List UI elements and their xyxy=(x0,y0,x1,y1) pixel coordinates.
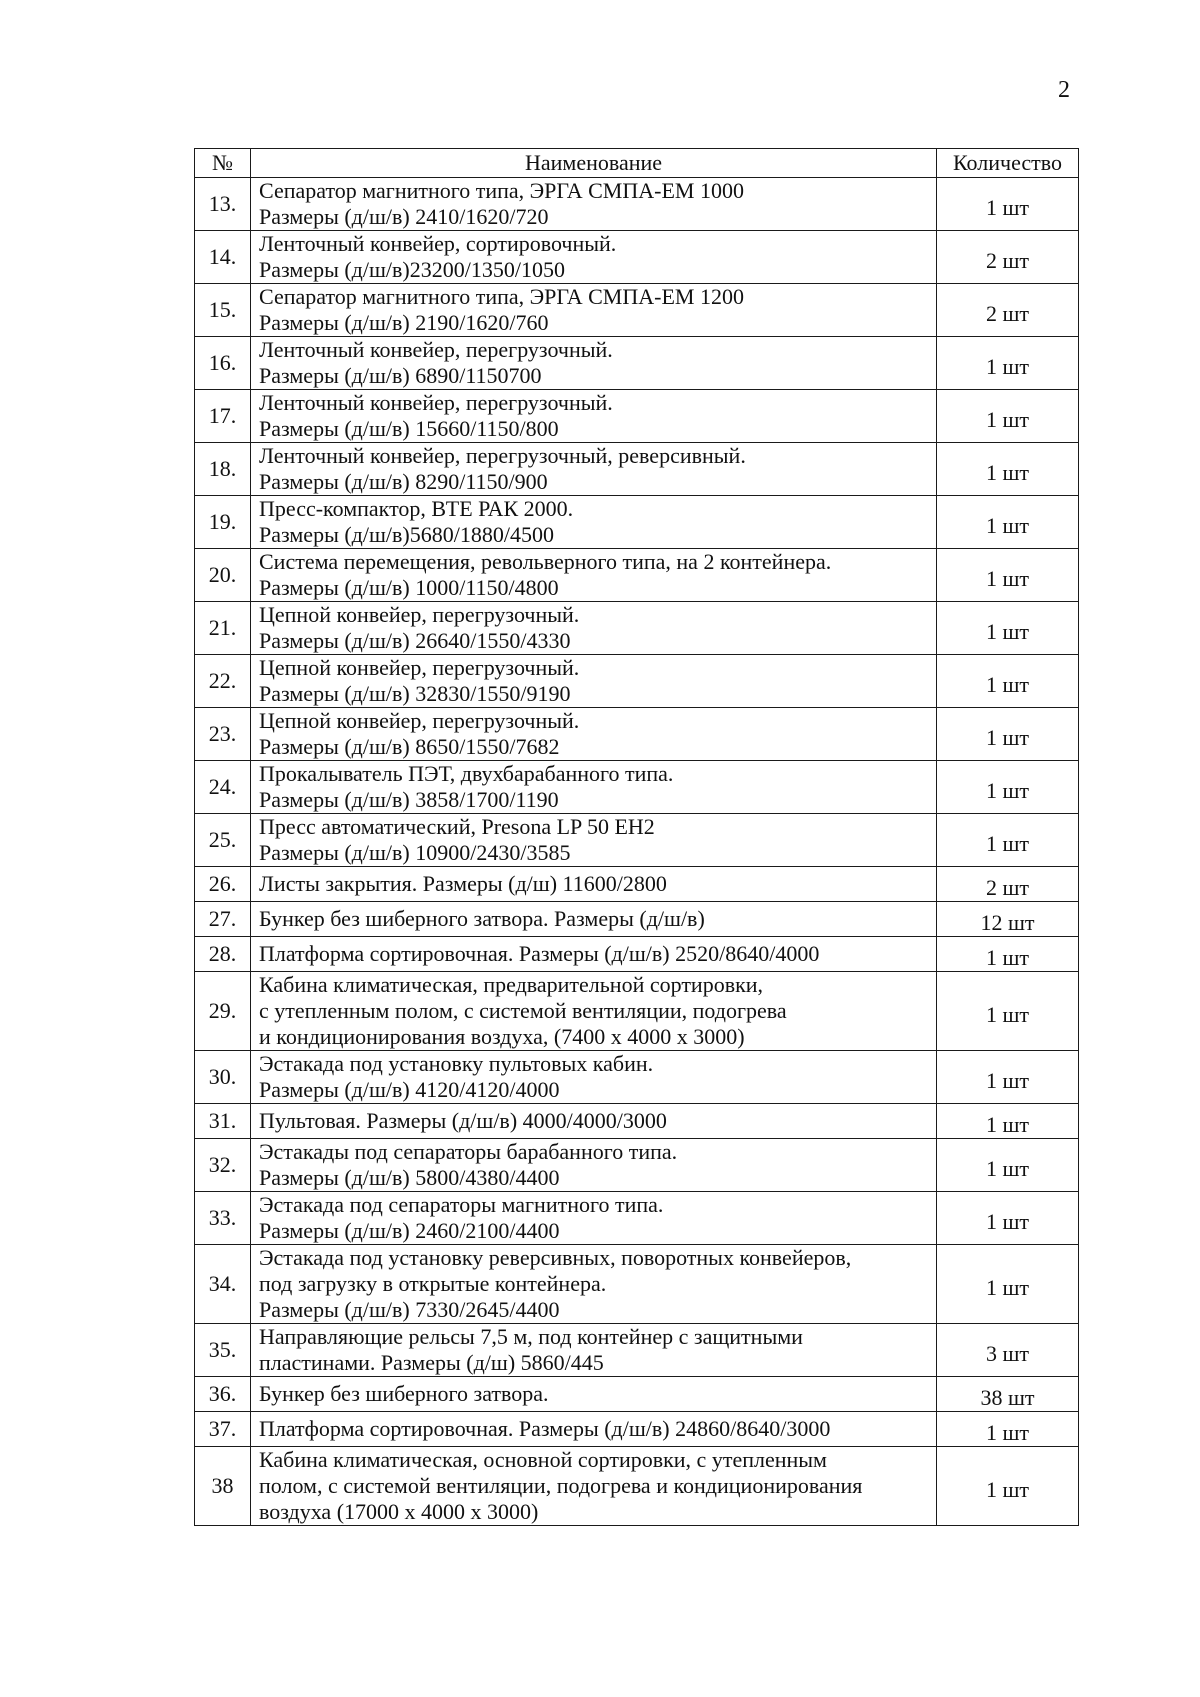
row-quantity: 1 шт xyxy=(937,761,1079,814)
row-name xyxy=(251,178,937,231)
row-name xyxy=(251,937,937,972)
row-number: 22. xyxy=(195,655,251,708)
table-row xyxy=(195,1377,1079,1412)
row-quantity: 1 шт xyxy=(937,1192,1079,1245)
row-number: 29. xyxy=(195,972,251,1051)
row-name-line: Цепной конвейер, перегрузочный. xyxy=(259,602,580,627)
row-quantity: 1 шт xyxy=(937,496,1079,549)
row-name-line: с утепленным полом, с системой вентиляции, подогрева xyxy=(259,998,787,1023)
table-row xyxy=(195,814,1079,867)
row-name-line: Пультовая. Размеры (д/ш/в) 4000/4000/3000 xyxy=(259,1108,667,1133)
table-row xyxy=(195,1192,1079,1245)
header-name: Наименование xyxy=(251,149,937,178)
row-quantity: 1 шт xyxy=(937,814,1079,867)
row-quantity: 1 шт xyxy=(937,549,1079,602)
row-number: 17. xyxy=(195,390,251,443)
row-name xyxy=(251,708,937,761)
row-number: 23. xyxy=(195,708,251,761)
row-name-line: Размеры (д/ш/в) 1000/1150/4800 xyxy=(259,575,559,600)
row-name xyxy=(251,1245,937,1324)
table-row xyxy=(195,496,1079,549)
row-name-line: Эстакада под сепараторы магнитного типа. xyxy=(259,1192,664,1217)
row-name-line: Размеры (д/ш/в) 6890/1150700 xyxy=(259,363,542,388)
row-name-line: Размеры (д/ш/в) 32830/1550/9190 xyxy=(259,681,571,706)
header-quantity: Количество xyxy=(937,149,1079,178)
table-body xyxy=(195,178,1079,1526)
row-name xyxy=(251,1051,937,1104)
table-row xyxy=(195,1139,1079,1192)
row-name xyxy=(251,390,937,443)
row-name xyxy=(251,1192,937,1245)
row-number: 28. xyxy=(195,937,251,972)
row-name-line: Пресс автоматический, Presona LP 50 ЕН2 xyxy=(259,814,655,839)
row-name-line: Размеры (д/ш/в) 5800/4380/4400 xyxy=(259,1165,560,1190)
row-name-line: Платформа сортировочная. Размеры (д/ш/в) 24860/8640/3000 xyxy=(259,1416,831,1441)
row-name xyxy=(251,549,937,602)
row-name xyxy=(251,337,937,390)
table-row xyxy=(195,178,1079,231)
row-number: 13. xyxy=(195,178,251,231)
row-name-line: Ленточный конвейер, перегрузочный. xyxy=(259,337,613,362)
row-number: 24. xyxy=(195,761,251,814)
row-name-line: Платформа сортировочная. Размеры (д/ш/в) 2520/8640/4000 xyxy=(259,941,820,966)
row-name-line: Размеры (д/ш/в) 10900/2430/3585 xyxy=(259,840,571,865)
row-quantity: 1 шт xyxy=(937,1447,1079,1526)
row-name-line: и кондиционирования воздуха, (7400 х 4000 х 3000) xyxy=(259,1024,745,1049)
table-row xyxy=(195,602,1079,655)
row-name-line: Цепной конвейер, перегрузочный. xyxy=(259,655,580,680)
row-number: 26. xyxy=(195,867,251,902)
table-row xyxy=(195,902,1079,937)
row-name-line: Бункер без шиберного затвора. xyxy=(259,1381,549,1406)
row-name xyxy=(251,496,937,549)
row-quantity: 1 шт xyxy=(937,972,1079,1051)
row-number: 25. xyxy=(195,814,251,867)
row-quantity: 38 шт xyxy=(937,1377,1079,1412)
row-name-line: Размеры (д/ш/в) 15660/1150/800 xyxy=(259,416,559,441)
row-name-line: Направляющие рельсы 7,5 м, под контейнер с защитными xyxy=(259,1324,803,1349)
row-quantity: 1 шт xyxy=(937,1104,1079,1139)
table-row xyxy=(195,1245,1079,1324)
row-name xyxy=(251,231,937,284)
row-name-line: Система перемещения, револьверного типа, на 2 контейнера. xyxy=(259,549,832,574)
row-name-line: Листы закрытия. Размеры (д/ш) 11600/2800 xyxy=(259,871,667,896)
row-name-line: Ленточный конвейер, перегрузочный, реверсивный. xyxy=(259,443,746,468)
row-number: 16. xyxy=(195,337,251,390)
row-quantity: 2 шт xyxy=(937,284,1079,337)
table-row xyxy=(195,1051,1079,1104)
row-name-line: Эстакада под установку реверсивных, поворотных конвейеров, xyxy=(259,1245,852,1270)
header-number: № xyxy=(195,149,251,178)
row-number: 31. xyxy=(195,1104,251,1139)
row-number: 34. xyxy=(195,1245,251,1324)
row-name-line: Размеры (д/ш/в) 8290/1150/900 xyxy=(259,469,548,494)
row-name-line: Кабина климатическая, основной сортировки, с утепленным xyxy=(259,1447,827,1472)
row-name-line: Размеры (д/ш/в) 7330/2645/4400 xyxy=(259,1297,560,1322)
row-name-line: Размеры (д/ш/в) 4120/4120/4000 xyxy=(259,1077,560,1102)
row-number: 32. xyxy=(195,1139,251,1192)
table-row xyxy=(195,761,1079,814)
row-quantity: 1 шт xyxy=(937,1245,1079,1324)
row-name-line: пластинами. Размеры (д/ш) 5860/445 xyxy=(259,1350,604,1375)
row-name-line: Ленточный конвейер, перегрузочный. xyxy=(259,390,613,415)
row-quantity: 1 шт xyxy=(937,1051,1079,1104)
table-row xyxy=(195,867,1079,902)
row-name xyxy=(251,867,937,902)
row-name xyxy=(251,1139,937,1192)
row-number: 19. xyxy=(195,496,251,549)
row-name-line: Размеры (д/ш/в)5680/1880/4500 xyxy=(259,522,554,547)
row-name-line: Эстакады под сепараторы барабанного типа. xyxy=(259,1139,678,1164)
row-name xyxy=(251,902,937,937)
row-name-line: Кабина климатическая, предварительной сортировки, xyxy=(259,972,764,997)
row-name xyxy=(251,655,937,708)
row-name-line: Размеры (д/ш/в) 2410/1620/720 xyxy=(259,204,549,229)
row-name-line: Пресс-компактор, ВТЕ РАК 2000. xyxy=(259,496,574,521)
row-quantity: 1 шт xyxy=(937,655,1079,708)
row-quantity: 1 шт xyxy=(937,708,1079,761)
table-row xyxy=(195,1324,1079,1377)
table-row xyxy=(195,390,1079,443)
row-name-line: Сепаратор магнитного типа, ЭРГА СМПА-ЕМ 1200 xyxy=(259,284,744,309)
table-row xyxy=(195,284,1079,337)
row-quantity: 1 шт xyxy=(937,1139,1079,1192)
row-name xyxy=(251,1377,937,1412)
row-name xyxy=(251,972,937,1051)
row-quantity: 2 шт xyxy=(937,231,1079,284)
row-name-line: Прокалыватель ПЭТ, двухбарабанного типа. xyxy=(259,761,674,786)
row-number: 27. xyxy=(195,902,251,937)
row-name-line: Размеры (д/ш/в) 3858/1700/1190 xyxy=(259,787,559,812)
row-name xyxy=(251,814,937,867)
row-name xyxy=(251,761,937,814)
table-row xyxy=(195,937,1079,972)
row-name-line: Сепаратор магнитного типа, ЭРГА СМПА-ЕМ 1000 xyxy=(259,178,744,203)
row-number: 35. xyxy=(195,1324,251,1377)
row-name xyxy=(251,1412,937,1447)
row-name-line: Размеры (д/ш/в)23200/1350/1050 xyxy=(259,257,565,282)
row-quantity: 1 шт xyxy=(937,337,1079,390)
row-number: 30. xyxy=(195,1051,251,1104)
table-row xyxy=(195,549,1079,602)
table-row xyxy=(195,231,1079,284)
row-name-line: Ленточный конвейер, сортировочный. xyxy=(259,231,617,256)
row-number: 15. xyxy=(195,284,251,337)
row-name xyxy=(251,602,937,655)
table-header-row xyxy=(195,149,1079,178)
table-row xyxy=(195,1447,1079,1526)
row-number: 33. xyxy=(195,1192,251,1245)
row-name-line: Цепной конвейер, перегрузочный. xyxy=(259,708,580,733)
row-quantity: 12 шт xyxy=(937,902,1079,937)
row-name-line: под загрузку в открытые контейнера. xyxy=(259,1271,607,1296)
row-number: 14. xyxy=(195,231,251,284)
row-name xyxy=(251,284,937,337)
row-quantity: 1 шт xyxy=(937,602,1079,655)
row-name-line: Размеры (д/ш/в) 2460/2100/4400 xyxy=(259,1218,560,1243)
table-row xyxy=(195,655,1079,708)
page-number: 2 xyxy=(1058,77,1070,103)
row-name xyxy=(251,443,937,496)
row-number: 20. xyxy=(195,549,251,602)
row-number: 21. xyxy=(195,602,251,655)
row-name-line: Размеры (д/ш/в) 8650/1550/7682 xyxy=(259,734,560,759)
row-quantity: 3 шт xyxy=(937,1324,1079,1377)
row-name-line: Бункер без шиберного затвора. Размеры (д/ш/в) xyxy=(259,906,705,931)
row-name xyxy=(251,1447,937,1526)
table-row xyxy=(195,972,1079,1051)
row-number: 36. xyxy=(195,1377,251,1412)
row-number: 38 xyxy=(195,1447,251,1526)
row-quantity: 1 шт xyxy=(937,937,1079,972)
row-number: 37. xyxy=(195,1412,251,1447)
row-name-line: полом, с системой вентиляции, подогрева и кондиционирования xyxy=(259,1473,863,1498)
row-quantity: 1 шт xyxy=(937,443,1079,496)
row-name xyxy=(251,1104,937,1139)
row-quantity: 1 шт xyxy=(937,178,1079,231)
row-name xyxy=(251,1324,937,1377)
table-row xyxy=(195,337,1079,390)
row-quantity: 1 шт xyxy=(937,1412,1079,1447)
row-name-line: Эстакада под установку пультовых кабин. xyxy=(259,1051,654,1076)
row-name-line: Размеры (д/ш/в) 26640/1550/4330 xyxy=(259,628,571,653)
table-row xyxy=(195,1104,1079,1139)
equipment-table xyxy=(194,148,1079,1526)
row-quantity: 2 шт xyxy=(937,867,1079,902)
row-number: 18. xyxy=(195,443,251,496)
table-row xyxy=(195,708,1079,761)
row-name-line: Размеры (д/ш/в) 2190/1620/760 xyxy=(259,310,549,335)
row-name-line: воздуха (17000 х 4000 х 3000) xyxy=(259,1499,539,1524)
table-row xyxy=(195,443,1079,496)
row-quantity: 1 шт xyxy=(937,390,1079,443)
table-row xyxy=(195,1412,1079,1447)
